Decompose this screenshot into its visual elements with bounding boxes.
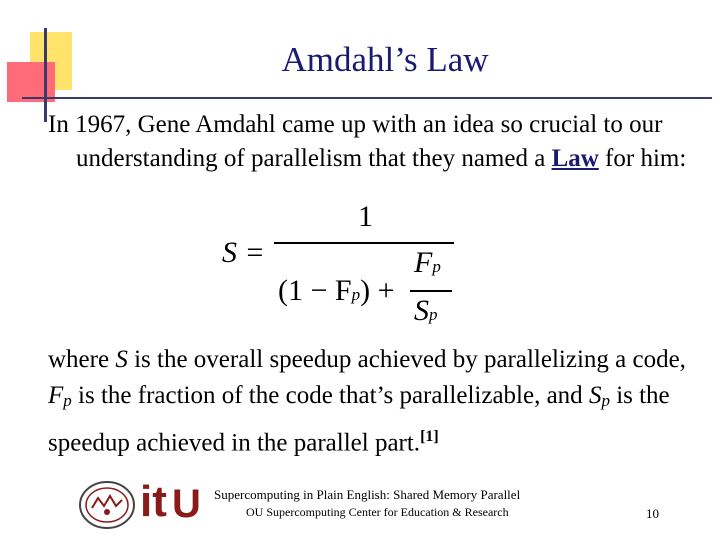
formula-denominator	[278, 274, 395, 308]
formula-inner-num-text: F	[414, 246, 433, 279]
formula-inner-den-text: S	[414, 294, 429, 327]
where-text-4: is the speedup achieved in the parallel part.	[48, 382, 670, 457]
where-var-f-sub: p	[63, 391, 72, 410]
formula-inner-fraction-bar	[410, 290, 452, 292]
where-text-3: is the fraction of the code that’s parallelizable, and	[71, 382, 589, 409]
university-seal-logo	[78, 480, 136, 530]
footer-organization: OU Supercomputing Center for Education & Research	[246, 505, 509, 519]
slide-title: Amdahl’s Law	[281, 40, 489, 79]
where-var-s: S	[115, 346, 128, 373]
citation-ref[interactable]: [1]	[420, 428, 439, 445]
where-paragraph	[48, 342, 688, 461]
formula-lhs: S =	[222, 236, 265, 269]
law-link[interactable]: Law	[551, 145, 599, 172]
formula-main-fraction-bar	[274, 242, 454, 244]
ou-logo-text: U	[172, 482, 201, 526]
where-text-1: where	[48, 346, 116, 373]
formula-inner-num-sub: p	[432, 257, 441, 276]
formula-inner-num	[414, 246, 441, 280]
formula-numerator: 1	[358, 200, 373, 233]
formula-den-part1: (1 − F	[278, 274, 352, 307]
intro-suffix: for him:	[598, 145, 687, 172]
where-var-sp: S	[588, 382, 602, 409]
where-text-2: is the overall speedup achieved by parallelizing a code,	[127, 346, 686, 373]
formula-den-sub: p	[351, 285, 361, 304]
page-number: 10	[646, 506, 659, 521]
title-divider	[22, 97, 712, 99]
where-var-sp-sub: p	[601, 391, 610, 410]
amdahl-formula	[218, 200, 478, 340]
it-logo-text: it	[140, 477, 167, 526]
footer-course-title: Supercomputing in Plain English: Shared Memory Parallel	[214, 487, 521, 502]
formula-inner-den-sub: p	[429, 305, 438, 324]
formula-den-close: ) +	[360, 274, 395, 307]
where-var-f: F	[48, 382, 64, 409]
formula-inner-den	[414, 294, 438, 328]
it-ou-logo	[140, 478, 202, 530]
intro-prefix: In 1967, Gene Amdahl came up with an idea so crucial to our understanding of parallelism that they named a	[48, 111, 663, 172]
intro-paragraph	[48, 108, 706, 176]
